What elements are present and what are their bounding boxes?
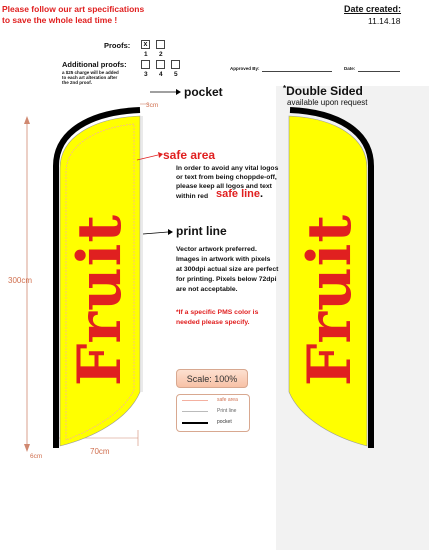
- proof-number-2: 2: [159, 51, 163, 58]
- safe-area-text-1: In order to avoid any vital logos: [176, 165, 279, 172]
- additional-proof-number-3: 3: [144, 71, 148, 78]
- double-sided-title: [283, 84, 363, 98]
- print-line-pointer: [143, 232, 168, 234]
- pole-dimension-label: 6cm: [30, 453, 43, 460]
- proof-checkbox-1[interactable]: x: [141, 40, 150, 49]
- height-arrow-top: [24, 116, 30, 124]
- print-line-pointer-head: [168, 229, 173, 235]
- date-created-value: 11.14.18: [368, 16, 401, 26]
- width-dimension-label: 70cm: [90, 447, 110, 456]
- legend-swatch-safe-area: [182, 400, 208, 401]
- charge-note-line-3: the 2nd proof.: [62, 80, 92, 85]
- pms-note-2: needed please specify.: [176, 319, 250, 326]
- safe-line-text: safe line: [216, 188, 261, 200]
- proof-number-1: 1: [144, 51, 148, 58]
- safe-area-text-3: please keep all logos and text: [176, 183, 272, 190]
- warning-line-1: Please follow our art specifications: [2, 4, 145, 14]
- flag-text-right: Fruit: [295, 213, 365, 387]
- approved-by-label: Approved By:: [230, 66, 260, 71]
- safe-area-heading: safe area: [163, 148, 216, 162]
- print-text-4: for printing. Pixels below 72dpi: [176, 276, 277, 283]
- print-text-2: Images in artwork with pixels: [176, 256, 271, 263]
- legend-swatch-pocket: [182, 422, 208, 424]
- warning-line-2: to save the whole lead time !: [2, 15, 118, 25]
- additional-proof-number-4: 4: [159, 71, 163, 78]
- charge-note-line-1: a $25 charge will be added: [62, 70, 119, 75]
- additional-proofs-label: Additional proofs:: [62, 60, 127, 69]
- pocket-heading: pocket: [184, 85, 223, 99]
- safe-line-period: .: [260, 188, 264, 200]
- legend-label-print-line: Print line: [217, 408, 237, 414]
- pocket-dimension-label: 3cm: [146, 102, 159, 109]
- pms-note-1: *If a specific PMS color is: [176, 309, 259, 316]
- height-dimension-label: 300cm: [8, 276, 33, 285]
- proofs-label: Proofs:: [104, 41, 131, 50]
- flag-text-left: Fruit: [65, 213, 135, 387]
- safe-line-label: [216, 188, 263, 200]
- height-arrow-bottom: [24, 444, 30, 452]
- approval-date-label: Date:: [344, 66, 356, 71]
- print-text-3: at 300dpi actual size are perfect: [176, 266, 279, 273]
- legend-swatch-print-line: [182, 411, 208, 412]
- print-text-5: are not acceptable.: [176, 286, 238, 293]
- legend-label-safe-area: safe area: [217, 397, 238, 403]
- legend-label-pocket: pocket: [217, 419, 232, 425]
- safe-area-text-4: within red: [176, 193, 209, 200]
- pocket-pointer-head: [176, 89, 181, 95]
- legend: [176, 394, 250, 432]
- print-line-heading: print line: [176, 224, 227, 238]
- double-sided-subtitle: available upon request: [287, 98, 368, 107]
- double-sided-star: *: [283, 84, 287, 93]
- double-sided-title-text: Double Sided: [286, 84, 363, 98]
- scale-button[interactable]: Scale: 100%: [176, 369, 248, 388]
- date-created-label: Date created:: [344, 4, 402, 14]
- print-text-1: Vector artwork preferred.: [176, 246, 257, 253]
- additional-proof-number-5: 5: [174, 71, 178, 78]
- charge-note-line-2: to each art alteration after: [62, 75, 118, 80]
- safe-area-text-2: or text from being choppde-off,: [176, 174, 277, 181]
